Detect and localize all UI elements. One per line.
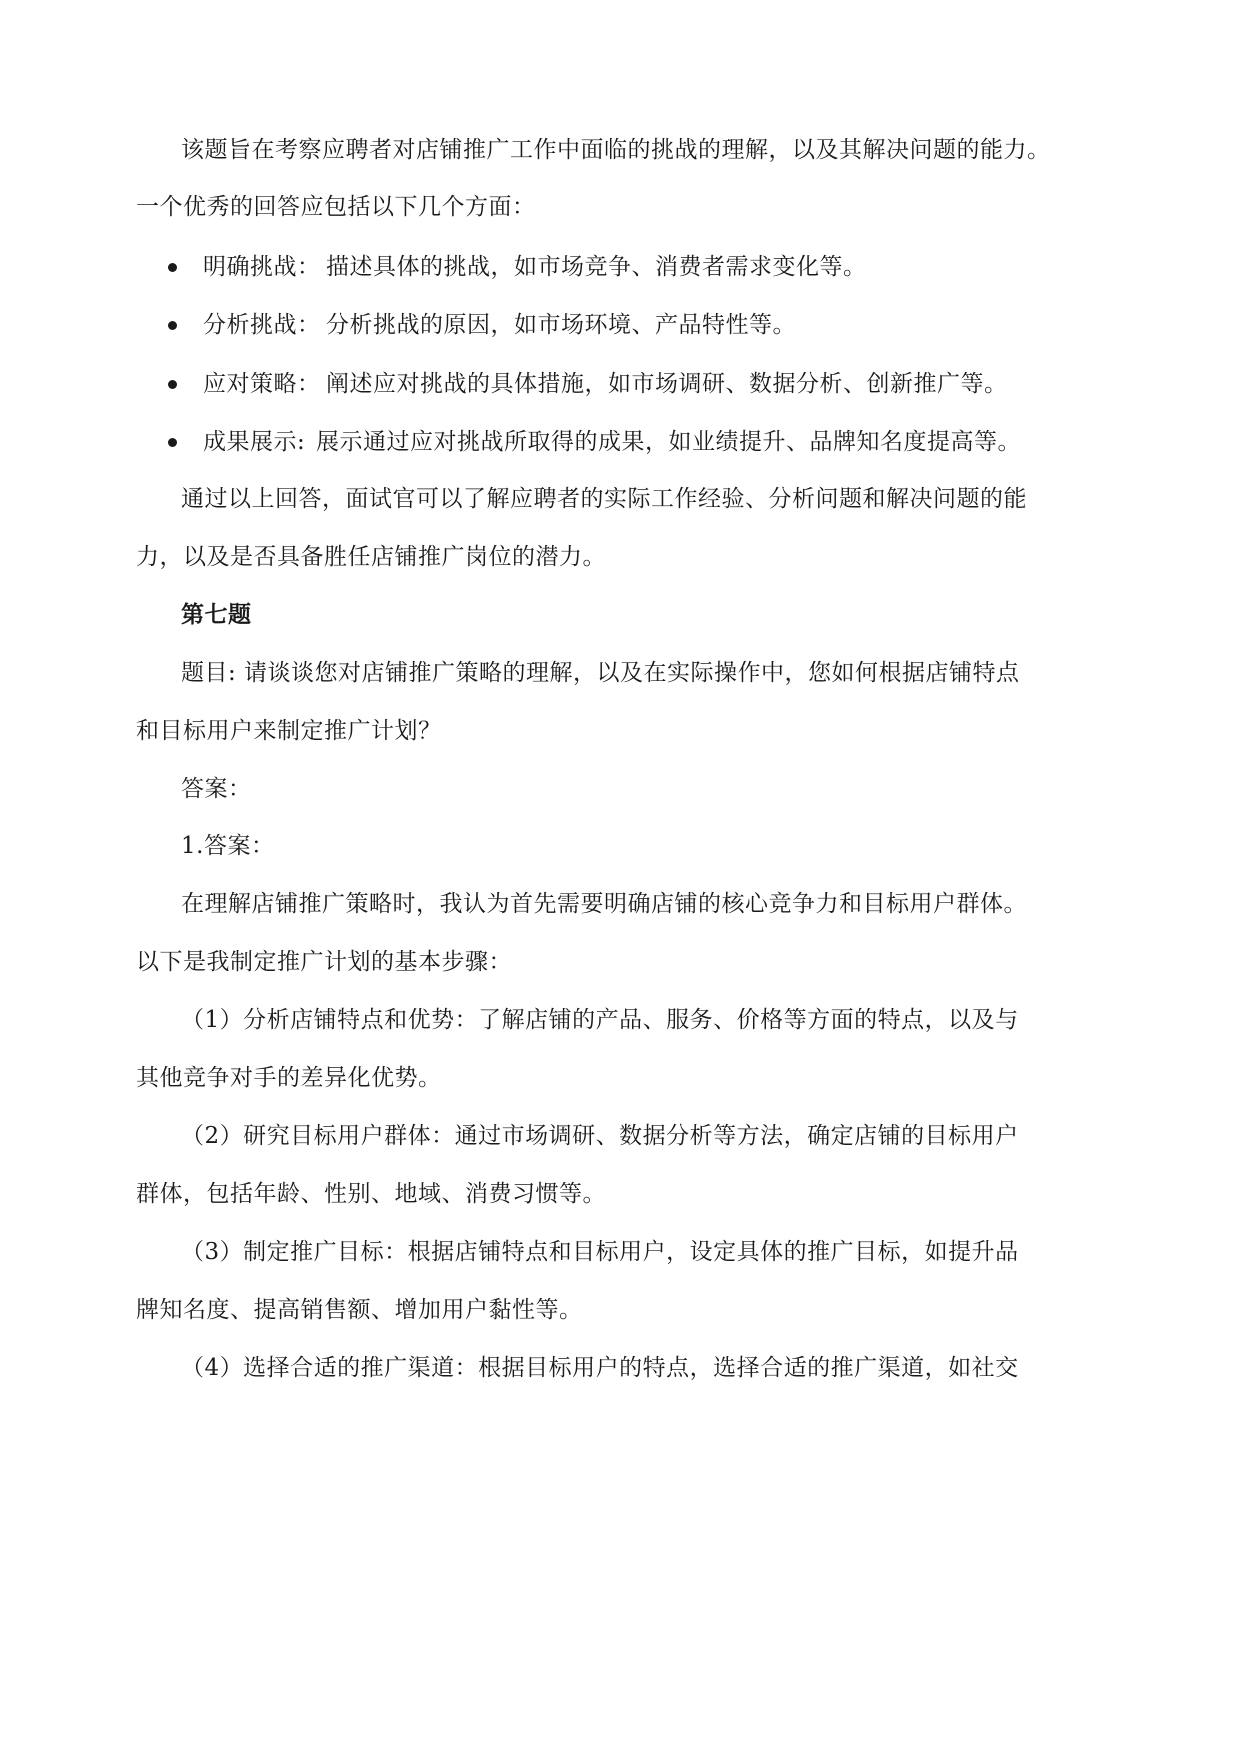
answer-number: 1.答案： xyxy=(181,833,275,859)
step-1-line-1: （1）分析店铺特点和优势：了解店铺的产品、服务、价格等方面的特点，以及与 xyxy=(181,1007,1019,1033)
step-2-line-1: （2）研究目标用户群体：通过市场调研、数据分析等方法，确定店铺的目标用户 xyxy=(181,1123,1019,1149)
bullet-label: 分析挑战： xyxy=(203,312,321,338)
summary-line-2: 力，以及是否具备胜任店铺推广岗位的潜力。 xyxy=(136,544,606,570)
question-line-2: 和目标用户来制定推广计划？ xyxy=(136,718,442,744)
answer-label: 答案： xyxy=(181,776,252,802)
section-title: 第七题 xyxy=(181,601,252,628)
question-line-1: 题目: 请谈谈您对店铺推广策略的理解，以及在实际操作中，您如何根据店铺特点 xyxy=(181,660,1020,686)
bullet-label: 明确挑战： xyxy=(203,254,321,280)
intro-line-2: 一个优秀的回答应包括以下几个方面： xyxy=(136,194,536,220)
bullet-text: 展示通过应对挑战所取得的成果，如业绩提升、品牌知名度提高等。 xyxy=(316,429,1021,455)
answer-intro-line-2: 以下是我制定推广计划的基本步骤： xyxy=(136,949,512,975)
bullet-text: 描述具体的挑战，如市场竞争、消费者需求变化等。 xyxy=(326,254,867,280)
step-4-line-1: （4）选择合适的推广渠道：根据目标用户的特点，选择合适的推广渠道，如社交 xyxy=(181,1355,1019,1381)
step-3-line-1: （3）制定推广目标：根据店铺特点和目标用户，设定具体的推广目标，如提升品 xyxy=(181,1239,1019,1265)
bullet-dot-icon xyxy=(168,321,177,330)
bullet-label: 应对策略： xyxy=(203,371,321,397)
step-1-line-2: 其他竞争对手的差异化优势。 xyxy=(136,1065,442,1091)
step-3-line-2: 牌知名度、提高销售额、增加用户黏性等。 xyxy=(136,1297,583,1323)
bullet-label: 成果展示: xyxy=(203,429,306,455)
bullet-dot-icon xyxy=(168,380,177,389)
intro-line-1: 该题旨在考察应聘者对店铺推广工作中面临的挑战的理解，以及其解决问题的能力。 xyxy=(181,137,1051,163)
step-2-line-2: 群体，包括年龄、性别、地域、消费习惯等。 xyxy=(136,1181,606,1207)
bullet-dot-icon xyxy=(168,438,177,447)
bullet-text: 阐述应对挑战的具体措施，如市场调研、数据分析、创新推广等。 xyxy=(326,371,1008,397)
summary-line-1: 通过以上回答，面试官可以了解应聘者的实际工作经验、分析问题和解决问题的能 xyxy=(181,486,1027,512)
bullet-text: 分析挑战的原因，如市场环境、产品特性等。 xyxy=(326,312,796,338)
bullet-dot-icon xyxy=(168,263,177,272)
answer-intro-line-1: 在理解店铺推广策略时，我认为首先需要明确店铺的核心竞争力和目标用户群体。 xyxy=(181,891,1027,917)
